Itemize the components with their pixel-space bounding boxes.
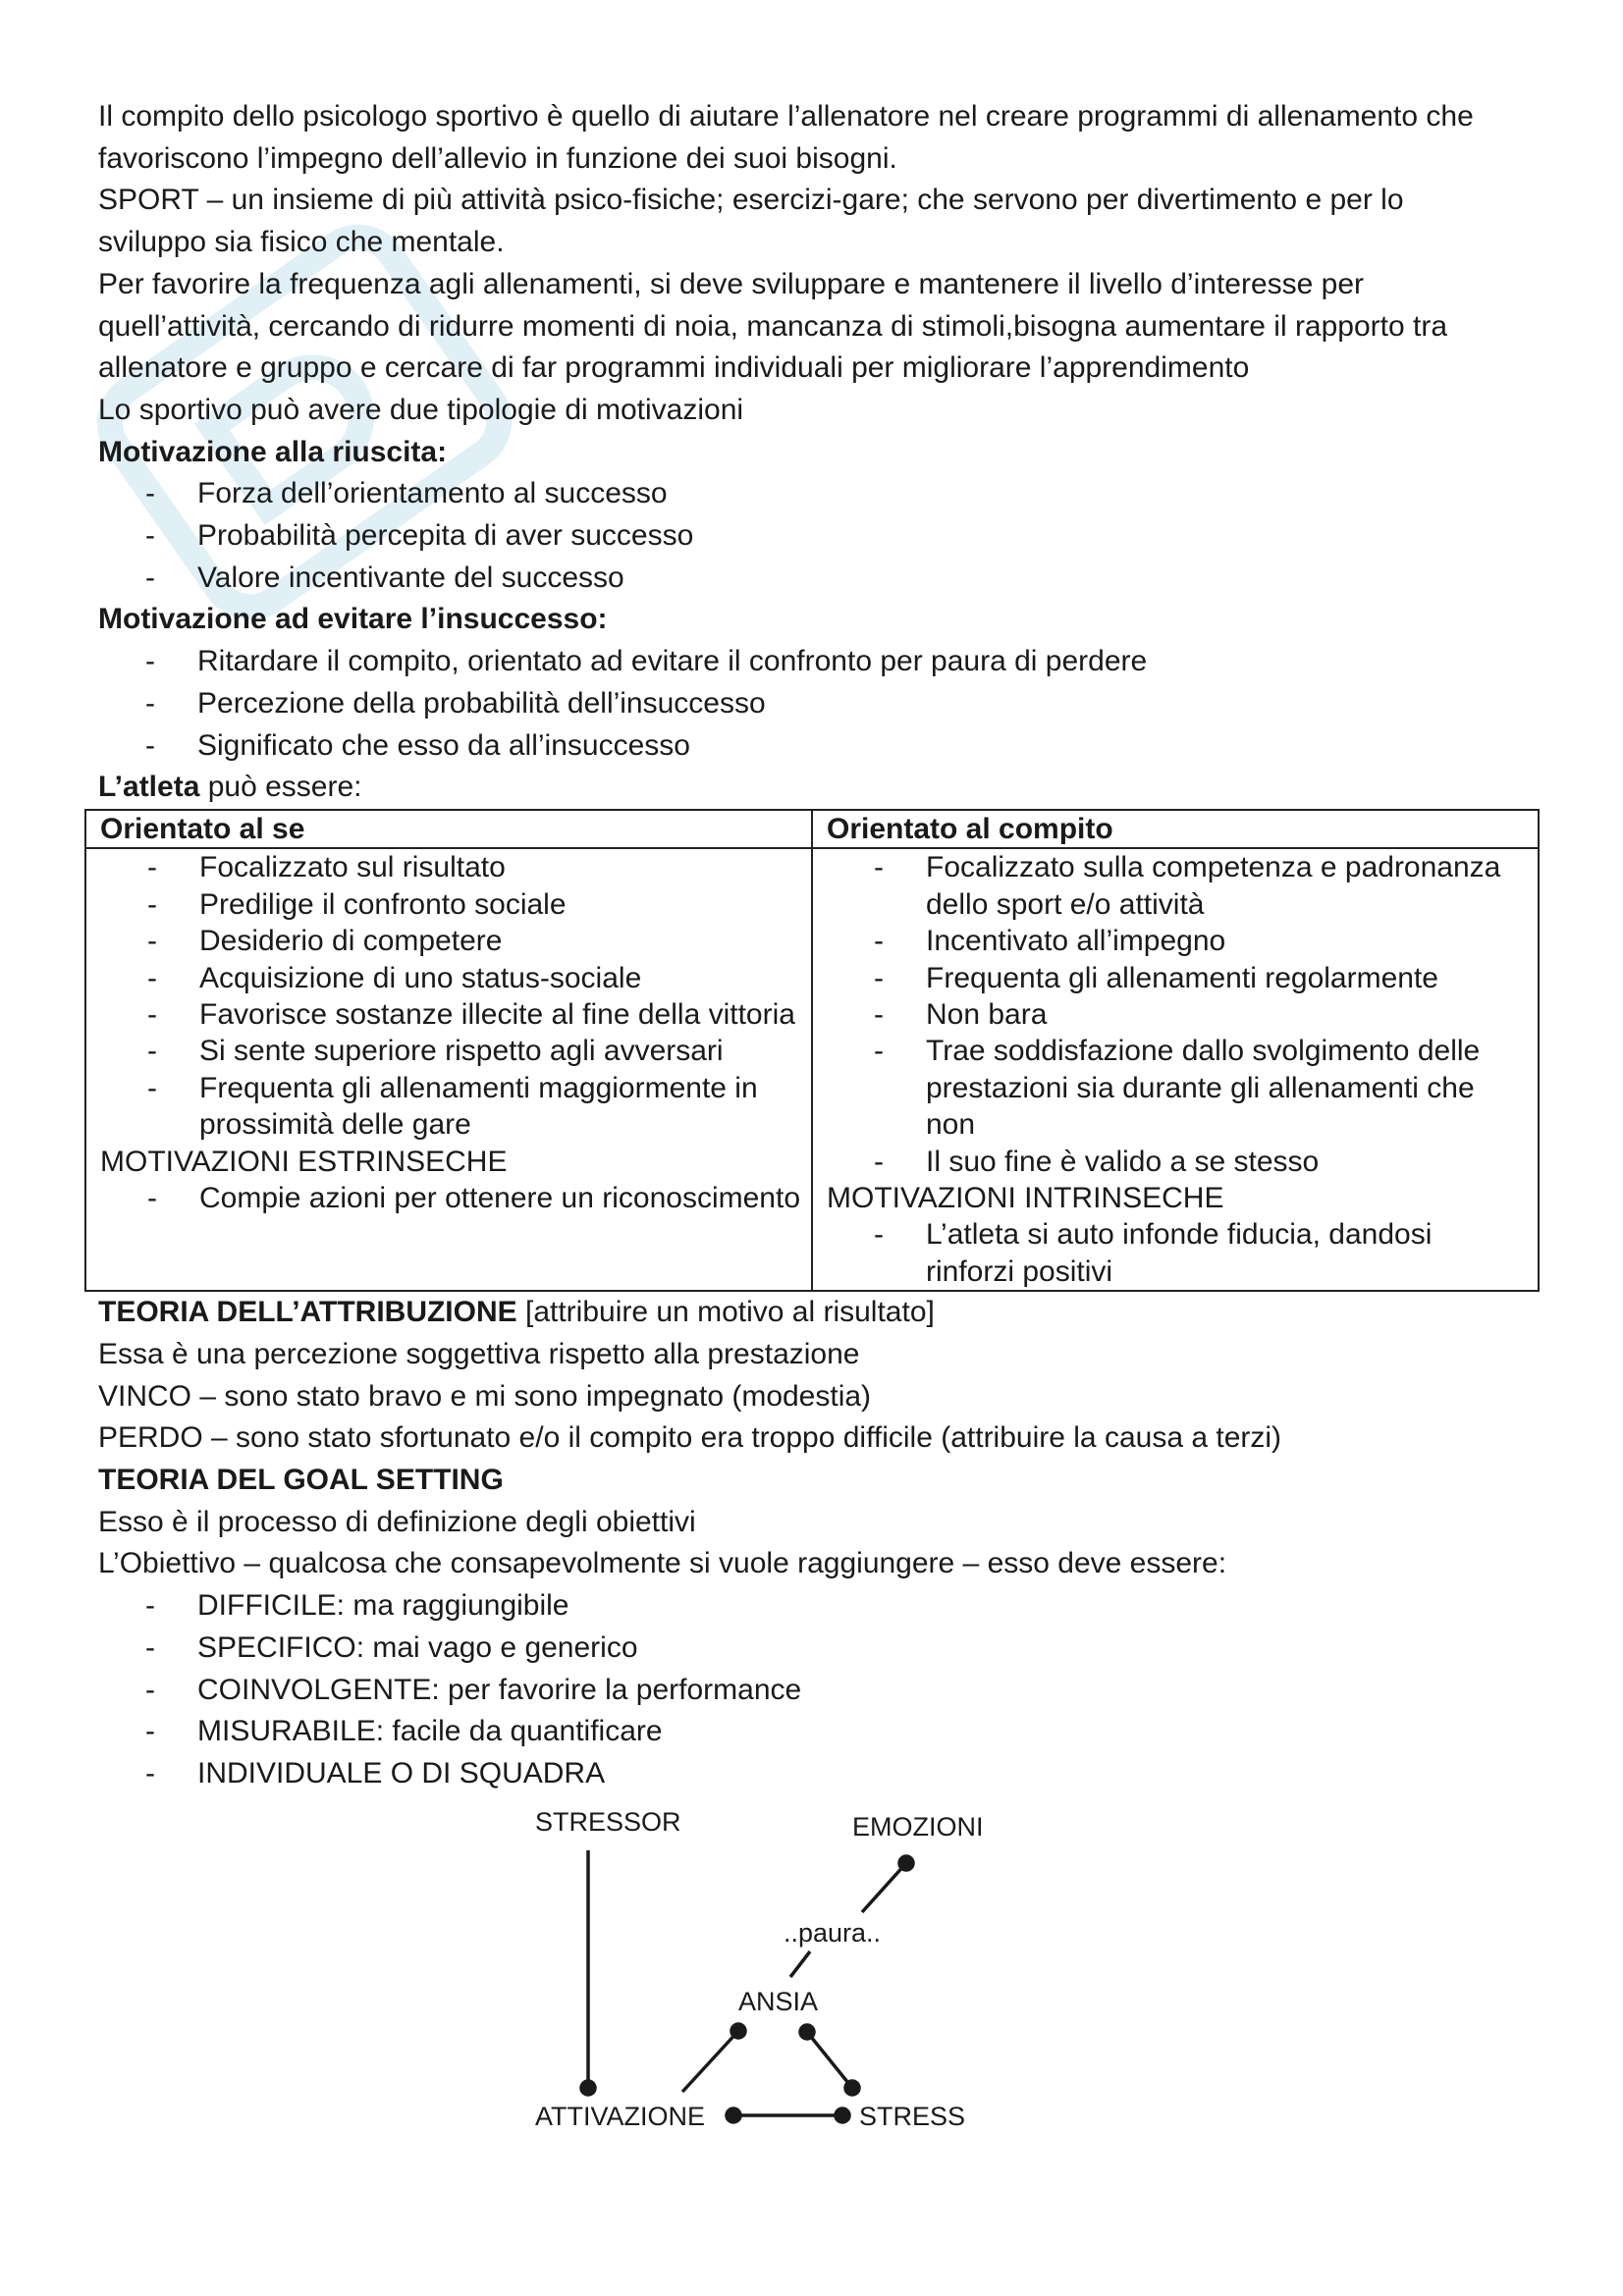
node-ansia: ANSIA bbox=[738, 1987, 819, 2016]
list-item: - Favorisce sostanze illecite al fine della vittoria bbox=[100, 996, 801, 1033]
node-dot bbox=[899, 1856, 913, 1870]
list-item: - Focalizzato sul risultato bbox=[100, 849, 801, 885]
list-item: - Focalizzato sulla competenza e padronanza dello sport e/o attività bbox=[827, 849, 1528, 923]
list-item: - Incentivato all’impegno bbox=[827, 923, 1528, 959]
text-line: favoriscono l’impegno dell’allevio in funzione dei suoi bisogni. bbox=[98, 141, 897, 175]
edge-paura-ansia bbox=[790, 1951, 810, 1977]
list-goal-setting bbox=[98, 1585, 1551, 1795]
node-stress: STRESS bbox=[859, 2102, 966, 2131]
node-dot bbox=[727, 2109, 740, 2122]
text-line: Lo sportivo può avere due tipologie di motivazioni bbox=[98, 393, 744, 426]
section-heading-attribuzione: TEORIA DELL’ATTRIBUZIONE bbox=[98, 1296, 517, 1329]
list-intrinseche bbox=[827, 1216, 1528, 1290]
comparison-table bbox=[84, 809, 1540, 1292]
list-orientato-se bbox=[100, 849, 801, 1143]
text-line: quell’attività, cercando di ridurre momenti di noia, mancanza di stimoli,bisogna aumentare il rapporto tra bbox=[98, 309, 1448, 343]
list-item: - MISURABILE: facile da quantificare bbox=[98, 1711, 1551, 1753]
attribuzione-note: [attribuire un motivo al risultato] bbox=[516, 1296, 935, 1329]
section-heading-riuscita: Motivazione alla riuscita: bbox=[98, 435, 448, 468]
list-item: - SPECIFICO: mai vago e generico bbox=[98, 1628, 1551, 1670]
list-item: - Frequenta gli allenamenti maggiormente in prossimità delle gare bbox=[100, 1070, 801, 1144]
list-item: - Predilige il confronto sociale bbox=[100, 886, 801, 923]
column-header-compito: Orientato al compito bbox=[812, 810, 1539, 848]
text-line: Esso è il processo di definizione degli obiettivi bbox=[98, 1505, 696, 1538]
text-line: Il compito dello psicologo sportivo è quello di aiutare l’allenatore nel creare programmi di allenamento che bbox=[98, 100, 1474, 133]
atleta-bold: L’atleta bbox=[98, 771, 200, 804]
list-item: - Il suo fine è valido a se stesso bbox=[827, 1144, 1528, 1180]
edge-emozioni-paura bbox=[862, 1863, 906, 1912]
table-header-row bbox=[85, 810, 1539, 848]
atleta-line bbox=[98, 767, 1551, 809]
list-orientato-compito bbox=[827, 849, 1528, 1180]
node-attivazione: ATTIVAZIONE bbox=[535, 2102, 706, 2131]
intro-paragraph bbox=[98, 96, 1551, 432]
section-heading-goal-setting: TEORIA DEL GOAL SETTING bbox=[98, 1464, 504, 1497]
list-estrinseche bbox=[100, 1180, 801, 1216]
stress-diagram bbox=[511, 1796, 1021, 2150]
text-line: sviluppo sia fisico che mentale. bbox=[98, 226, 505, 259]
list-item: - INDIVIDUALE O DI SQUADRA bbox=[98, 1753, 1551, 1795]
text-line: VINCO – sono stato bravo e mi sono impegnato (modestia) bbox=[98, 1379, 872, 1413]
text-line: SPORT – un insieme di più attività psico-fisiche; esercizi-gare; che servono per divertimento e per lo bbox=[98, 184, 1404, 217]
node-dot bbox=[731, 2024, 745, 2038]
label-paura: ..paura.. bbox=[784, 1918, 882, 1948]
list-item: - Compie azioni per ottenere un riconoscimento bbox=[100, 1180, 801, 1216]
list-item: - Ritardare il compito, orientato ad evitare il confronto per paura di perdere bbox=[98, 641, 1551, 683]
node-dot bbox=[800, 2025, 814, 2039]
list-item: - Percezione della probabilità dell’insuccesso bbox=[98, 683, 1551, 725]
list-item: - Valore incentivante del successo bbox=[98, 558, 1551, 600]
node-emozioni: EMOZIONI bbox=[852, 1812, 984, 1842]
section-heading-insuccesso: Motivazione ad evitare l’insuccesso: bbox=[98, 603, 608, 636]
list-item: - Desiderio di competere bbox=[100, 923, 801, 959]
atleta-rest: può essere: bbox=[199, 771, 362, 804]
list-item: - Significato che esso da all’insuccesso bbox=[98, 725, 1551, 768]
list-item: - Acquisizione di uno status-sociale bbox=[100, 960, 801, 996]
column-header-se: Orientato al se bbox=[85, 810, 812, 848]
edge-ansia-stress bbox=[807, 2032, 852, 2088]
list-item: - COINVOLGENTE: per favorire la performance bbox=[98, 1670, 1551, 1712]
list-item: - Si sente superiore rispetto agli avversari bbox=[100, 1033, 801, 1069]
table-row bbox=[85, 848, 1539, 1291]
cell-orientato-se bbox=[85, 848, 812, 1291]
list-insuccesso bbox=[98, 641, 1551, 767]
list-item: - Frequenta gli allenamenti regolarmente bbox=[827, 960, 1528, 996]
list-item: - Probabilità percepita di aver successo bbox=[98, 515, 1551, 558]
node-stressor: STRESSOR bbox=[535, 1807, 681, 1837]
list-item: - L’atleta si auto infonde fiducia, dandosi rinforzi positivi bbox=[827, 1216, 1528, 1290]
list-riuscita bbox=[98, 473, 1551, 599]
text-line: allenatore e gruppo e cercare di far programmi individuali per migliorare l’apprendimento bbox=[98, 351, 1250, 385]
text-line: Per favorire la frequenza agli allenamenti, si deve sviluppare e mantenere il livello d’interesse per bbox=[98, 267, 1365, 300]
attribuzione-heading-line bbox=[98, 1292, 1551, 1334]
text-line: L’Obiettivo – qualcosa che consapevolmente si vuole raggiungere – esso deve essere: bbox=[98, 1547, 1227, 1580]
cell-orientato-compito bbox=[812, 848, 1539, 1291]
text-line: Essa è una percezione soggettiva rispetto alla prestazione bbox=[98, 1337, 860, 1370]
subheader-intrinseche: MOTIVAZIONI INTRINSECHE bbox=[827, 1182, 1224, 1215]
list-item: - DIFFICILE: ma raggiungibile bbox=[98, 1585, 1551, 1628]
node-dot bbox=[581, 2081, 595, 2095]
subheader-estrinseche: MOTIVAZIONI ESTRINSECHE bbox=[100, 1145, 508, 1178]
edge-ansia-attivazione bbox=[682, 2031, 738, 2092]
list-item: - Forza dell’orientamento al successo bbox=[98, 473, 1551, 515]
node-dot bbox=[836, 2109, 849, 2122]
list-item: - Non bara bbox=[827, 996, 1528, 1033]
list-item: - Trae soddisfazione dallo svolgimento delle prestazioni sia durante gli allenamenti che non bbox=[827, 1033, 1528, 1143]
text-line: PERDO – sono stato sfortunato e/o il compito era troppo difficile (attribuire la causa a terzi) bbox=[98, 1421, 1282, 1455]
document-body bbox=[98, 96, 1551, 1795]
node-dot bbox=[845, 2081, 859, 2095]
